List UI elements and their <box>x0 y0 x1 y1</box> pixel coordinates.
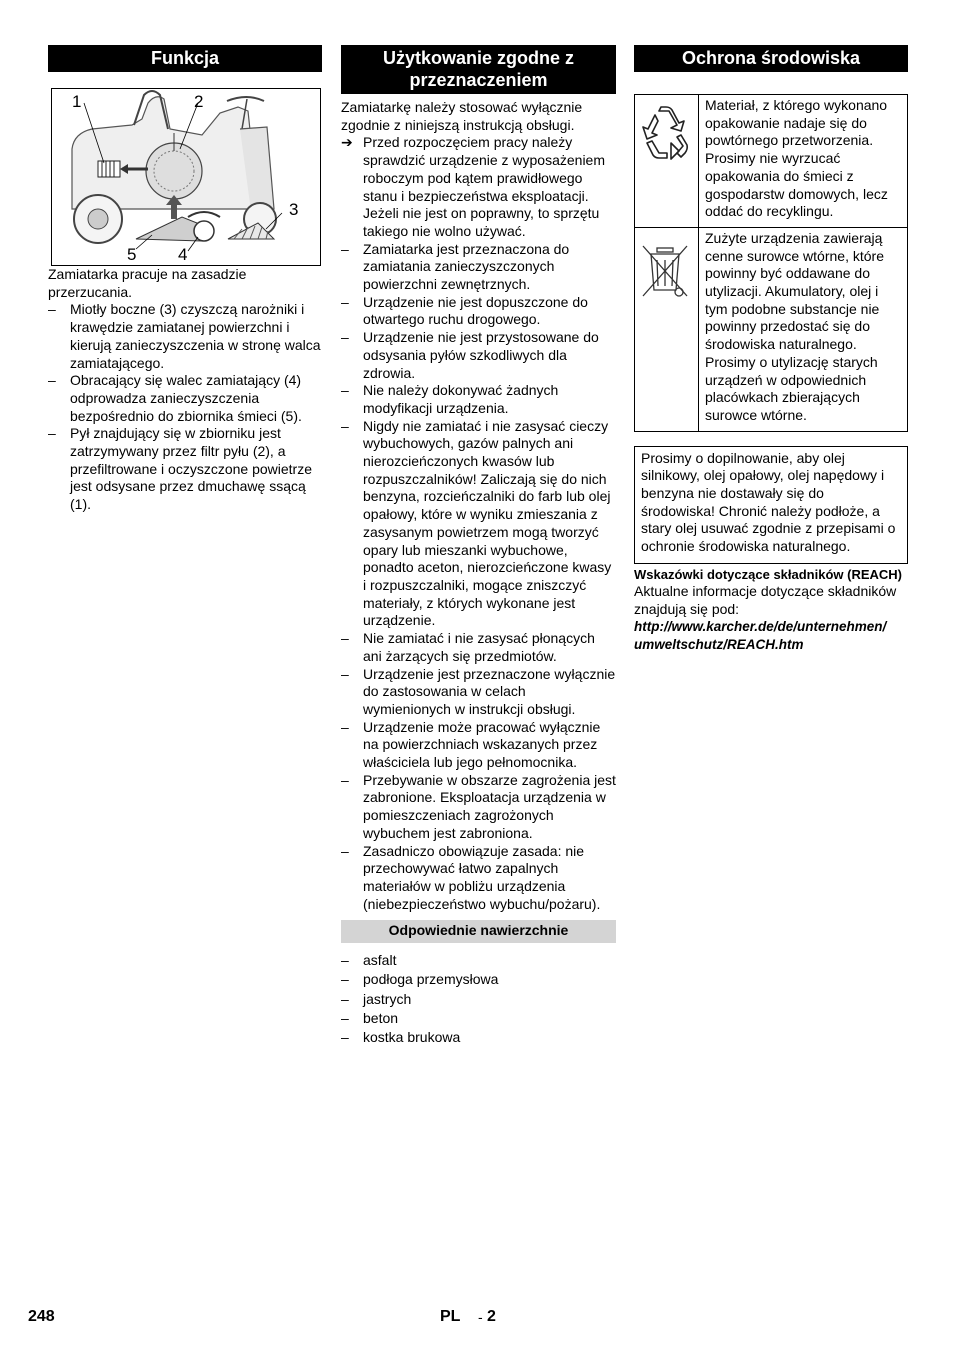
list-item: – Pył znajdujący się w zbiorniku jest zatrzymywany przez filtr pyłu (2), a przefiltrowane i oczyszczone powietrze jest odsysane przez dmuchawę ssącą (1). <box>48 425 322 514</box>
list-item: – Obracający się walec zamiatający (4) odprowadza zanieczyszczenia bezpośrednio do zbiornika śmieci (5). <box>48 372 322 425</box>
page-number: 248 <box>28 1308 55 1325</box>
reach-link-line-2[interactable]: umweltschutz/REACH.htm <box>634 636 804 652</box>
list-item: – asfalt <box>341 951 616 970</box>
figure-label-3: 3 <box>289 200 299 219</box>
footer-section-number: 2 <box>487 1308 496 1325</box>
list-item: – Zamiatarka jest przeznaczona do zamiatania zanieczyszczonych powierzchni zewnętrznych. <box>341 241 616 294</box>
reach-title: Wskazówki dotyczące składników (REACH) <box>634 566 903 582</box>
list-item: – Urządzenie nie jest przystosowane do odsysania pyłów szkodliwych dla zdrowia. <box>341 329 616 382</box>
column-intended-use <box>341 45 616 1048</box>
list-item: – Miotły boczne (3) czyszczą narożniki i krawędzie zamiatanej powierzchni i kierują zanieczyszczenia w stronę walca zamiatającego. <box>48 301 322 372</box>
sweeper-illustration <box>52 89 320 265</box>
list-item: – Nigdy nie zamiatać i nie zasysać cieczy wybuchowych, gazów palnych ani nierozcieńczonych kwasów lub rozpuszczalników! Zaliczają się do nich benzyna, rozcieńczalniki do farb lub olej opałowy, które w wyniku zmieszania z zasysanym powietrzem mogą tworzyć opary lub mieszanki wybuchowe, ponadto aceton, nierozcieńczone kwasy i rozpuszczalniki, mogące zniszczyć materiały, z których wykonane jest urządzenie. <box>341 418 616 630</box>
list-item: – beton <box>341 1009 616 1028</box>
subsection-title-surfaces: Odpowiednie nawierzchnie <box>341 920 616 943</box>
environment-row-old-devices <box>635 227 907 431</box>
section-title-environment: Ochrona środowiska <box>634 45 908 72</box>
arrow-right-icon: ➔ <box>341 134 353 151</box>
footer-language: PL <box>440 1308 461 1325</box>
recycling-icon <box>635 101 697 167</box>
intended-use-intro: Zamiatarkę należy stosować wyłącznie zgodnie z niniejszą instrukcją obsługi. <box>341 99 583 133</box>
list-item: – Nie należy dokonywać żadnych modyfikacji urządzenia. <box>341 382 616 417</box>
function-list <box>48 301 322 513</box>
list-item: – podłoga przemysłowa <box>341 970 616 989</box>
environment-text-old-devices: Zużyte urządzenia zawierają cenne surowce wtórne, które powinny być oddawane do utylizacji. Akumulatory, olej i tym podobne substancje nie powinny przedostać się do środowiska naturalnego. Prosimy o utylizację starych urządzeń w odpowiednich placówkach zbierających surowce wtórne. <box>705 229 884 423</box>
list-item: – Przebywanie w obszarze zagrożenia jest zabronione. Eksploatacja urządzenia w pomieszczeniach zagrożonych wybuchem jest zabroniona. <box>341 772 616 843</box>
section-title-function: Funkcja <box>48 45 322 72</box>
list-item: – jastrych <box>341 990 616 1009</box>
column-environment <box>634 45 908 654</box>
column-function <box>48 45 322 514</box>
environment-table <box>634 94 908 432</box>
sweeper-diagram <box>51 88 321 266</box>
list-item: – Nie zamiatać i nie zasysać płonących ani żarzących się przedmiotów. <box>341 630 616 665</box>
reach-link-line-1[interactable]: http://www.karcher.de/de/unternehmen/ <box>634 619 887 635</box>
environment-text-packaging: Materiał, z którego wykonano opakowanie nadaje się do powtórnego przetworzenia. Prosimy nie wyrzucać opakowania do śmieci z gospodarstw domowych, lecz oddać do recyklingu. <box>705 97 888 220</box>
function-intro: Zamiatarka pracuje na zasadzie przerzucania. <box>48 266 247 300</box>
figure-label-5: 5 <box>127 245 137 264</box>
crossed-bin-icon <box>635 238 697 304</box>
intended-use-list <box>341 241 616 914</box>
list-item: – Urządzenie jest przeznaczone wyłącznie do zastosowania w celach wymienionych w instrukcji obsługi. <box>341 666 616 719</box>
check-before-use-text: Przed rozpoczęciem pracy należy sprawdzić urządzenie z wyposażeniem roboczym pod kątem prawidłowego stanu i bezpieczeństwa eksploatacji. Jeżeli nie jest on poprawny, to sprzętu takiego nie wolno używać. <box>363 134 605 239</box>
list-item: – Zasadniczo obowiązuje zasada: nie przechowywać łatwo zapalnych materiałów w pobliżu urządzenia (niebezpieczeństwo wybuchu/pożaru). <box>341 843 616 914</box>
oil-notice: Prosimy o dopilnowanie, aby olej silnikowy, olej opałowy, olej napędowy i benzyna nie dostawały się do środowiska! Chronić należy podłoże, a stary olej usuwać zgodnie z przepisami o ochronie środowiska naturalnego. <box>634 446 908 564</box>
list-item: – Urządzenie nie jest dopuszczone do otwartego ruchu drogowego. <box>341 294 616 329</box>
check-before-use <box>341 134 616 240</box>
surfaces-list <box>341 951 616 1047</box>
figure-label-2: 2 <box>194 92 204 111</box>
environment-row-packaging <box>635 95 907 227</box>
reach-text: Aktualne informacje dotyczące składników znajdują się pod: <box>634 582 897 617</box>
section-title-intended-use: Użytkowanie zgodne z przeznaczeniem <box>341 45 616 94</box>
list-item: – kostka brukowa <box>341 1028 616 1047</box>
list-item: – Urządzenie może pracować wyłącznie na powierzchniach wskazanych przez właściciela lub jego pełnomocnika. <box>341 719 616 772</box>
footer-separator: - <box>478 1309 483 1325</box>
figure-label-4: 4 <box>178 245 188 264</box>
figure-label-1: 1 <box>72 92 82 111</box>
